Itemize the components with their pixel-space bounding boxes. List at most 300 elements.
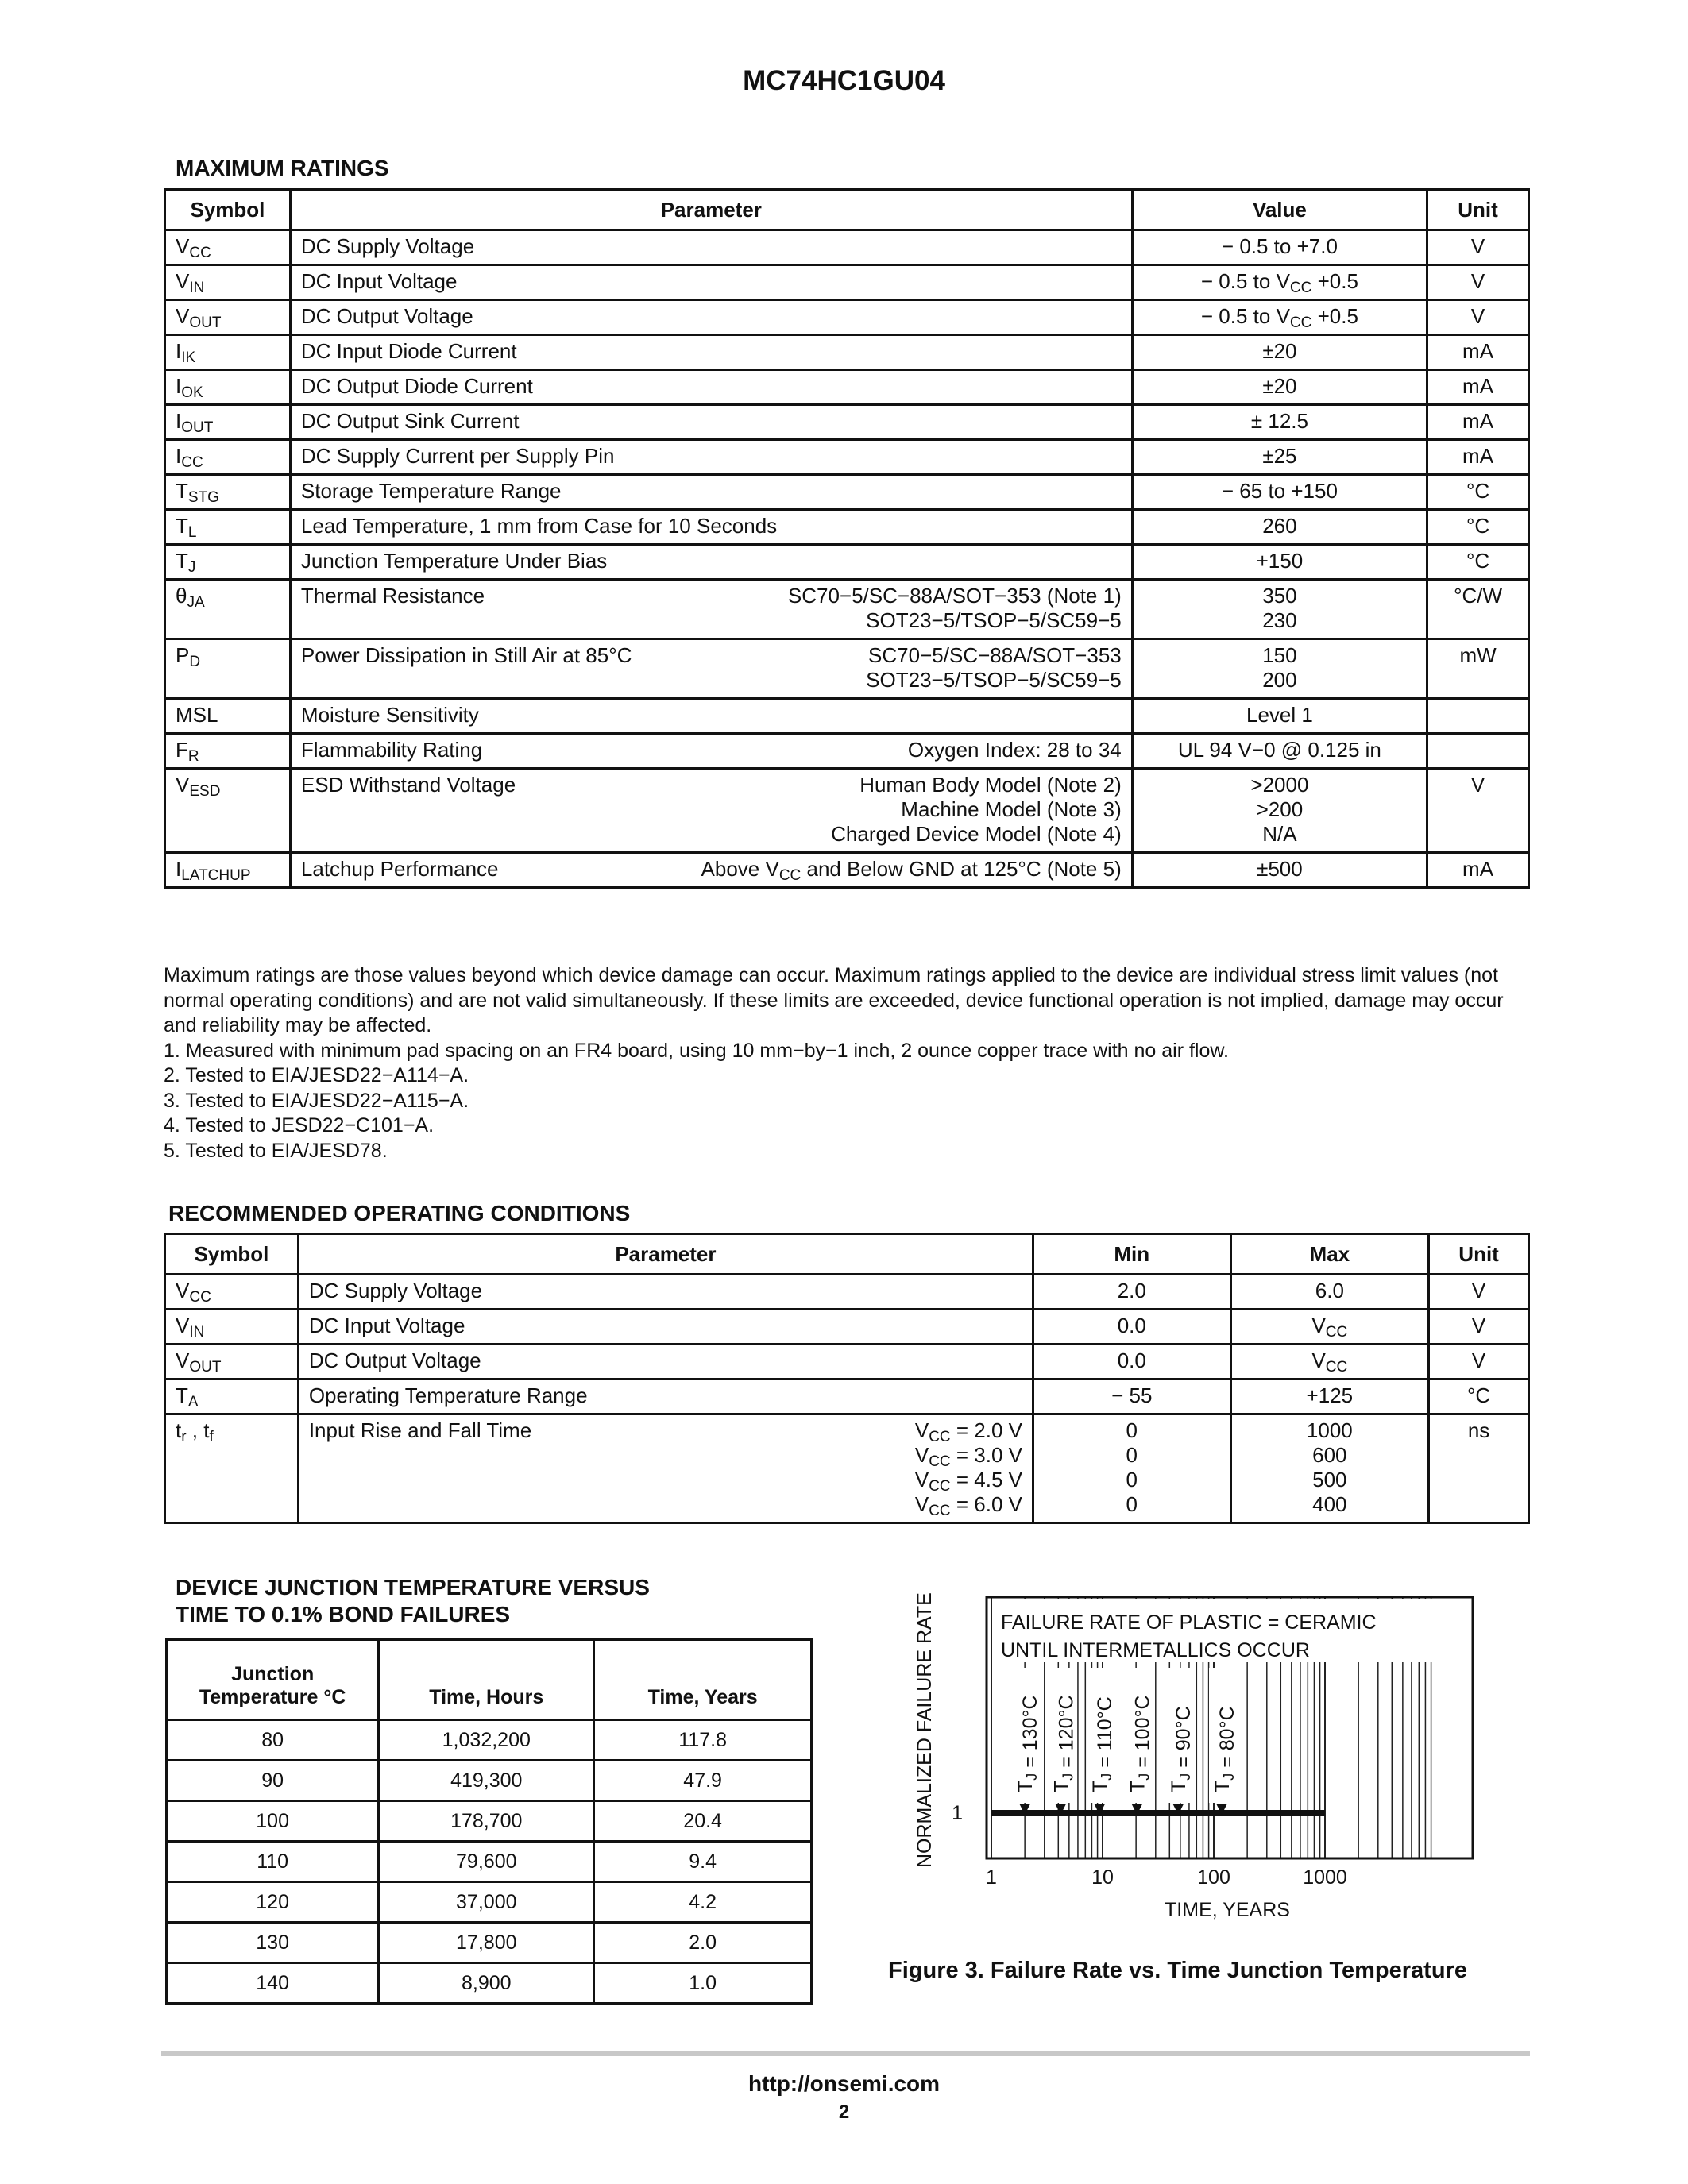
parameter-cell	[290, 475, 1132, 510]
unit-cell: mA	[1427, 405, 1529, 440]
table-cell: 37,000	[379, 1882, 594, 1923]
table-row	[165, 230, 1529, 265]
value-cell-line: >200	[1256, 797, 1304, 821]
value-cell-line: − 0.5 to $V_{CC} +0.5$	[1200, 304, 1358, 331]
parameter-cell	[290, 639, 1132, 699]
table-row	[165, 300, 1529, 335]
table-cell: 419,300	[379, 1761, 594, 1801]
max-cell-line: 1000	[1306, 1418, 1353, 1442]
note-line: 5. Tested to EIA/JESD78.	[164, 1139, 388, 1162]
unit-cell: V	[1429, 1345, 1529, 1379]
unit-cell: °C	[1427, 475, 1529, 510]
max-cell-line: 400	[1312, 1492, 1347, 1516]
table-row	[167, 1963, 812, 2004]
unit-cell: °C	[1429, 1379, 1529, 1414]
table-row	[165, 1345, 1529, 1379]
unit-cell: mA	[1427, 853, 1529, 888]
parameter-text: Moisture Sensitivity	[300, 703, 479, 727]
column-header: Min	[1033, 1234, 1231, 1275]
max-cell	[1230, 1345, 1429, 1379]
min-cell	[1033, 1275, 1231, 1310]
value-cell-line: 260	[1262, 514, 1297, 538]
min-cell-line: 2.0	[1117, 1279, 1146, 1302]
table-cell: 79,600	[379, 1842, 594, 1882]
parameter-cell	[290, 300, 1132, 335]
condition-line: SC70−5/SC−88A/SOT−353 (Note 1)	[787, 584, 1122, 608]
symbol-subscript: IN	[189, 280, 205, 296]
parameter-text: DC Input Voltage	[308, 1314, 465, 1337]
symbol-subscript: IK	[181, 349, 196, 366]
header-line: Temperature °C	[199, 1686, 346, 1708]
parameter-text: DC Output Voltage	[300, 304, 473, 328]
condition-line: Above $V_{CC}$ and Below GND at 125°C (Note 5)	[701, 857, 1122, 884]
min-cell	[1033, 1414, 1231, 1523]
junction-heading-line-2: TIME TO 0.1% BOND FAILURES	[176, 1602, 511, 1626]
condition-line: SC70−5/SC−88A/SOT−353	[868, 643, 1122, 667]
table-cell: 80	[167, 1720, 379, 1761]
table-cell: 17,800	[379, 1923, 594, 1963]
table-row	[167, 1761, 812, 1801]
junction-heading-line-1: DEVICE JUNCTION TEMPERATURE VERSUS	[176, 1575, 650, 1599]
parameter-cell	[290, 370, 1132, 405]
value-cell	[1132, 370, 1427, 405]
condition-line: Charged Device Model (Note 4)	[831, 822, 1122, 846]
failure-rate-chart	[906, 1584, 1509, 1950]
value-cell	[1132, 510, 1427, 545]
symbol-cell	[165, 265, 291, 300]
unit-cell: V	[1427, 265, 1529, 300]
header-line: Junction	[231, 1663, 315, 1685]
table-cell: 120	[167, 1882, 379, 1923]
unit-cell: mA	[1427, 440, 1529, 475]
symbol-subscript: OUT	[189, 314, 222, 331]
column-header: Unit	[1427, 190, 1529, 230]
marker-label: $T_J = 130^\circ C$	[1014, 1695, 1042, 1792]
parameter-text: Operating Temperature Range	[308, 1383, 588, 1407]
column-header: Max	[1230, 1234, 1429, 1275]
min-cell-line: 0.0	[1117, 1314, 1146, 1337]
table-row	[167, 1842, 812, 1882]
table-cell: 47.9	[594, 1761, 812, 1801]
unit-cell	[1427, 699, 1529, 734]
value-cell-line: 230	[1262, 608, 1297, 632]
max-ratings-heading: MAXIMUM RATINGS	[176, 156, 389, 180]
table-row	[165, 1310, 1529, 1345]
symbol-subscript: IN	[189, 1324, 205, 1341]
value-cell	[1132, 580, 1427, 639]
parameter-cell	[290, 510, 1132, 545]
symbol-text: V	[176, 1349, 190, 1372]
parameter-cell	[298, 1414, 1033, 1523]
table-cell: 100	[167, 1801, 379, 1842]
value-cell	[1132, 734, 1427, 769]
table-cell: 178,700	[379, 1801, 594, 1842]
max-cell	[1230, 1379, 1429, 1414]
symbol-subscript: OUT	[181, 419, 214, 436]
condition-line: Oxygen Index: 28 to 34	[907, 738, 1122, 762]
table-row	[165, 1275, 1529, 1310]
symbol-cell	[165, 580, 291, 639]
marker-label: $T_J = 120^\circ C$	[1050, 1695, 1078, 1792]
min-cell-line: 0	[1126, 1443, 1138, 1467]
symbol-cell	[165, 1345, 299, 1379]
value-cell	[1132, 769, 1427, 853]
x-axis-label: TIME, YEARS	[1165, 1899, 1290, 1921]
value-cell	[1132, 440, 1427, 475]
parameter-cell	[290, 699, 1132, 734]
max-ratings-table	[164, 188, 1530, 889]
value-cell	[1132, 545, 1427, 580]
value-cell-line: − 0.5 to +7.0	[1221, 234, 1338, 258]
table-row	[165, 475, 1529, 510]
symbol-cell	[165, 1310, 299, 1345]
max-ratings-notes	[164, 963, 1530, 1163]
column-header	[594, 1640, 812, 1720]
min-cell-line: 0	[1126, 1418, 1138, 1442]
condition-line: Machine Model (Note 3)	[901, 797, 1122, 821]
symbol-text: T	[176, 1383, 188, 1407]
chart-annotation: UNTIL INTERMETALLICS OCCUR	[1001, 1639, 1310, 1661]
junction-table	[165, 1638, 813, 2005]
value-cell-line: UL 94 V−0 @ 0.125 in	[1177, 738, 1381, 762]
parameter-condition	[908, 738, 1122, 762]
parameter-condition	[915, 1418, 1022, 1517]
symbol-subscript: A	[187, 1394, 199, 1410]
symbol-text: I	[176, 444, 182, 468]
parameter-condition	[788, 584, 1122, 633]
min-cell-line: 0	[1126, 1492, 1138, 1516]
marker-label: $T_J = 110^\circ C$	[1089, 1696, 1117, 1792]
parameter-text: ESD Withstand Voltage	[300, 773, 516, 797]
table-cell: 4.2	[594, 1882, 812, 1923]
parameter-condition	[831, 773, 1122, 847]
symbol-text: I	[176, 374, 182, 398]
symbol-cell	[165, 1414, 299, 1523]
column-header: Parameter	[298, 1234, 1033, 1275]
condition-line: $V_{CC} = 4.5$ V	[914, 1468, 1022, 1495]
symbol-cell	[165, 1275, 299, 1310]
table-row	[165, 335, 1529, 370]
chart-annotation: FAILURE RATE OF PLASTIC = CERAMIC	[1001, 1611, 1377, 1634]
symbol-text: MSL	[176, 703, 218, 727]
note-line: 4. Tested to JESD22−C101−A.	[164, 1114, 435, 1136]
symbol-text: V	[176, 304, 190, 328]
symbol-subscript: OK	[181, 384, 203, 401]
table-row	[165, 510, 1529, 545]
symbol-cell	[165, 370, 291, 405]
table-row	[165, 370, 1529, 405]
value-cell-line: ± 12.5	[1250, 409, 1308, 433]
parameter-text: Power Dissipation in Still Air at 85°C	[300, 643, 632, 667]
table-cell: 1.0	[594, 1963, 812, 2004]
max-cell	[1230, 1310, 1429, 1345]
junction-heading	[176, 1574, 650, 1628]
parameter-cell	[290, 734, 1132, 769]
value-cell	[1132, 265, 1427, 300]
column-header: Value	[1132, 190, 1427, 230]
unit-cell: V	[1427, 230, 1529, 265]
value-cell-line: 350	[1262, 584, 1297, 608]
table-row	[167, 1923, 812, 1963]
parameter-cell	[290, 405, 1132, 440]
unit-cell: °C	[1427, 510, 1529, 545]
column-header: Parameter	[290, 190, 1132, 230]
value-cell-line: ±20	[1262, 339, 1297, 363]
y-tick-label: 1	[952, 1802, 963, 1824]
x-tick-label: 10	[1091, 1866, 1114, 1889]
value-cell-line: +150	[1256, 549, 1304, 573]
symbol-text: I	[176, 339, 182, 363]
symbol-text: P	[176, 643, 190, 667]
unit-cell	[1427, 734, 1529, 769]
min-cell	[1033, 1345, 1231, 1379]
table-row	[165, 580, 1529, 639]
min-cell-line: 0.0	[1117, 1349, 1146, 1372]
table-cell: 2.0	[594, 1923, 812, 1963]
symbol-subscript: R	[187, 748, 199, 765]
unit-cell: V	[1429, 1310, 1529, 1345]
parameter-condition	[866, 643, 1122, 693]
min-cell	[1033, 1379, 1231, 1414]
table-row	[167, 1801, 812, 1842]
symbol-text: V	[176, 269, 190, 293]
symbol-subscript: OUT	[189, 1359, 222, 1376]
symbol-cell	[165, 475, 291, 510]
symbol-cell	[165, 510, 291, 545]
symbol-cell	[165, 1379, 299, 1414]
max-cell-line: 600	[1312, 1443, 1347, 1467]
parameter-text: DC Input Diode Current	[300, 339, 517, 363]
parameter-cell	[298, 1345, 1033, 1379]
header-line: Time, Years	[647, 1686, 758, 1708]
unit-cell: °C	[1427, 545, 1529, 580]
table-row	[165, 699, 1529, 734]
unit-cell: V	[1427, 769, 1529, 853]
unit-cell: ns	[1429, 1414, 1529, 1523]
value-cell-line: 150	[1262, 643, 1297, 667]
note-line: 1. Measured with minimum pad spacing on an FR4 board, using 10 mm−by−1 inch, 2 ounce copper trace with no air flow.	[164, 1039, 1229, 1062]
condition-line: SOT23−5/TSOP−5/SC59−5	[866, 668, 1122, 692]
max-cell-line: $V_{CC}$	[1311, 1314, 1348, 1341]
value-cell-line: ±500	[1257, 857, 1303, 881]
x-tick-label: 1000	[1303, 1866, 1347, 1889]
parameter-text: DC Output Voltage	[308, 1349, 481, 1372]
parameter-text: DC Supply Voltage	[300, 234, 475, 258]
unit-cell: mA	[1427, 370, 1529, 405]
symbol-subscript: CC	[189, 245, 211, 261]
table-row	[167, 1720, 812, 1761]
symbol-cell	[165, 639, 291, 699]
symbol-text: θ	[176, 584, 187, 608]
max-cell-line: 6.0	[1315, 1279, 1344, 1302]
table-cell: 9.4	[594, 1842, 812, 1882]
min-cell-line: 0	[1126, 1468, 1138, 1491]
page-title: MC74HC1GU04	[743, 65, 945, 96]
footer-url[interactable]: http://onsemi.com	[747, 2071, 941, 2096]
max-cell-line: +125	[1306, 1383, 1354, 1407]
figure-caption: Figure 3. Failure Rate vs. Time Junction Temperature	[888, 1958, 1467, 1983]
column-header: Symbol	[165, 190, 291, 230]
symbol-text: T	[176, 479, 188, 503]
value-cell-line: − 65 to +150	[1221, 479, 1338, 503]
table-cell: 90	[167, 1761, 379, 1801]
table-row	[167, 1882, 812, 1923]
symbol-subscript: L	[187, 524, 197, 541]
column-header: Symbol	[165, 1234, 299, 1275]
table-row	[165, 853, 1529, 888]
value-cell-line: Level 1	[1246, 703, 1313, 727]
symbol-subscript: STG	[187, 489, 219, 506]
value-cell	[1132, 853, 1427, 888]
marker-label: $T_J = 80^\circ C$	[1211, 1706, 1238, 1792]
value-cell	[1132, 230, 1427, 265]
symbol-subscript: D	[189, 654, 201, 670]
header-line: Time, Hours	[429, 1686, 544, 1708]
table-cell: 130	[167, 1923, 379, 1963]
value-cell	[1132, 405, 1427, 440]
condition-line: SOT23−5/TSOP−5/SC59−5	[866, 608, 1122, 632]
parameter-condition	[701, 857, 1122, 882]
parameter-text: Input Rise and Fall Time	[308, 1418, 532, 1442]
unit-cell: V	[1427, 300, 1529, 335]
parameter-text: Junction Temperature Under Bias	[300, 549, 608, 573]
symbol-cell	[165, 335, 291, 370]
condition-line: $V_{CC} = 6.0$ V	[914, 1492, 1022, 1519]
table-cell: 8,900	[379, 1963, 594, 2004]
rec-op-heading: RECOMMENDED OPERATING CONDITIONS	[168, 1201, 631, 1225]
page-number: 2	[838, 2101, 850, 2123]
parameter-text: Thermal Resistance	[300, 584, 485, 608]
symbol-cell	[165, 769, 291, 853]
min-cell-line: − 55	[1111, 1383, 1153, 1407]
parameter-text: DC Supply Voltage	[308, 1279, 483, 1302]
symbol-text: F	[176, 738, 188, 762]
parameter-cell	[290, 230, 1132, 265]
symbol-subscript: JA	[187, 594, 205, 611]
max-cell-line: 500	[1312, 1468, 1347, 1491]
symbol-text: $t_r$ , $t_f$	[176, 1418, 214, 1445]
symbol-subscript: CC	[181, 454, 203, 471]
parameter-text: DC Output Diode Current	[300, 374, 533, 398]
max-cell	[1230, 1275, 1429, 1310]
parameter-cell	[290, 769, 1132, 853]
parameter-text: Lead Temperature, 1 mm from Case for 10 Seconds	[300, 514, 778, 538]
table-row	[165, 545, 1529, 580]
parameter-cell	[298, 1379, 1033, 1414]
parameter-text: Storage Temperature Range	[300, 479, 562, 503]
value-cell	[1132, 475, 1427, 510]
symbol-text: T	[176, 514, 188, 538]
symbol-subscript: LATCHUP	[181, 867, 251, 884]
unit-cell: mW	[1427, 639, 1529, 699]
table-cell: 1,032,200	[379, 1720, 594, 1761]
table-row	[165, 265, 1529, 300]
parameter-text: DC Output Sink Current	[300, 409, 520, 433]
symbol-text: T	[176, 549, 188, 573]
value-cell-line: ±20	[1262, 374, 1297, 398]
max-cell-line: $V_{CC}$	[1311, 1349, 1348, 1376]
unit-cell: °C/W	[1427, 580, 1529, 639]
table-cell: 110	[167, 1842, 379, 1882]
table-row	[165, 1379, 1529, 1414]
value-cell-line: − 0.5 to $V_{CC} +0.5$	[1200, 269, 1358, 296]
rec-op-table	[164, 1233, 1530, 1524]
parameter-cell	[290, 440, 1132, 475]
parameter-text: DC Supply Current per Supply Pin	[300, 444, 615, 468]
symbol-text: I	[176, 857, 182, 881]
symbol-cell	[165, 545, 291, 580]
marker-label: $T_J = 90^\circ C$	[1168, 1706, 1196, 1792]
value-cell-line: 200	[1262, 668, 1297, 692]
note-line: 2. Tested to EIA/JESD22−A114−A.	[164, 1064, 469, 1086]
symbol-subscript: CC	[189, 1289, 211, 1306]
symbol-text: I	[176, 409, 182, 433]
symbol-cell	[165, 853, 291, 888]
symbol-cell	[165, 230, 291, 265]
table-row	[165, 440, 1529, 475]
symbol-cell	[165, 699, 291, 734]
footer-rule	[161, 2051, 1530, 2056]
symbol-cell	[165, 300, 291, 335]
value-cell	[1132, 335, 1427, 370]
table-row	[165, 1414, 1529, 1523]
value-cell-line: ±25	[1262, 444, 1297, 468]
parameter-cell	[290, 853, 1132, 888]
symbol-subscript: ESD	[189, 783, 221, 800]
symbol-cell	[165, 405, 291, 440]
y-axis-label: NORMALIZED FAILURE RATE	[914, 1592, 936, 1868]
symbol-cell	[165, 440, 291, 475]
note-line: Maximum ratings are those values beyond which device damage can occur. Maximum ratings applied to the device are individual stress limit values (not normal operating conditions) and are not valid simultaneously. If these limits are exceeded, device functional operation is not implied, damage may occur and reliability may be affected.	[164, 964, 1504, 1036]
unit-cell: V	[1429, 1275, 1529, 1310]
column-header	[167, 1640, 379, 1720]
marker-label: $T_J = 100^\circ C$	[1126, 1695, 1154, 1792]
parameter-text: Latchup Performance	[300, 857, 499, 881]
condition-line: $V_{CC} = 2.0$ V	[914, 1418, 1022, 1445]
column-header: Unit	[1429, 1234, 1529, 1275]
parameter-cell	[290, 545, 1132, 580]
max-cell	[1230, 1414, 1429, 1523]
symbol-text: V	[176, 234, 190, 258]
parameter-text: Flammability Rating	[300, 738, 483, 762]
min-cell	[1033, 1310, 1231, 1345]
condition-line: $V_{CC} = 3.0$ V	[914, 1443, 1022, 1470]
value-cell	[1132, 639, 1427, 699]
symbol-subscript: J	[187, 559, 196, 576]
x-tick-label: 1	[986, 1866, 997, 1889]
column-header	[379, 1640, 594, 1720]
symbol-cell	[165, 734, 291, 769]
parameter-cell	[298, 1310, 1033, 1345]
table-row	[165, 639, 1529, 699]
note-line: 3. Tested to EIA/JESD22−A115−A.	[164, 1089, 469, 1112]
parameter-cell	[298, 1275, 1033, 1310]
table-cell: 140	[167, 1963, 379, 2004]
value-cell	[1132, 699, 1427, 734]
value-cell-line: >2000	[1250, 773, 1309, 797]
table-cell: 117.8	[594, 1720, 812, 1761]
symbol-text: V	[176, 773, 190, 797]
table-row	[165, 769, 1529, 853]
x-tick-label: 100	[1197, 1866, 1230, 1889]
table-row	[165, 734, 1529, 769]
unit-cell: mA	[1427, 335, 1529, 370]
parameter-cell	[290, 335, 1132, 370]
symbol-text: V	[176, 1314, 190, 1337]
table-cell: 20.4	[594, 1801, 812, 1842]
parameter-cell	[290, 580, 1132, 639]
value-cell-line: N/A	[1262, 822, 1297, 846]
